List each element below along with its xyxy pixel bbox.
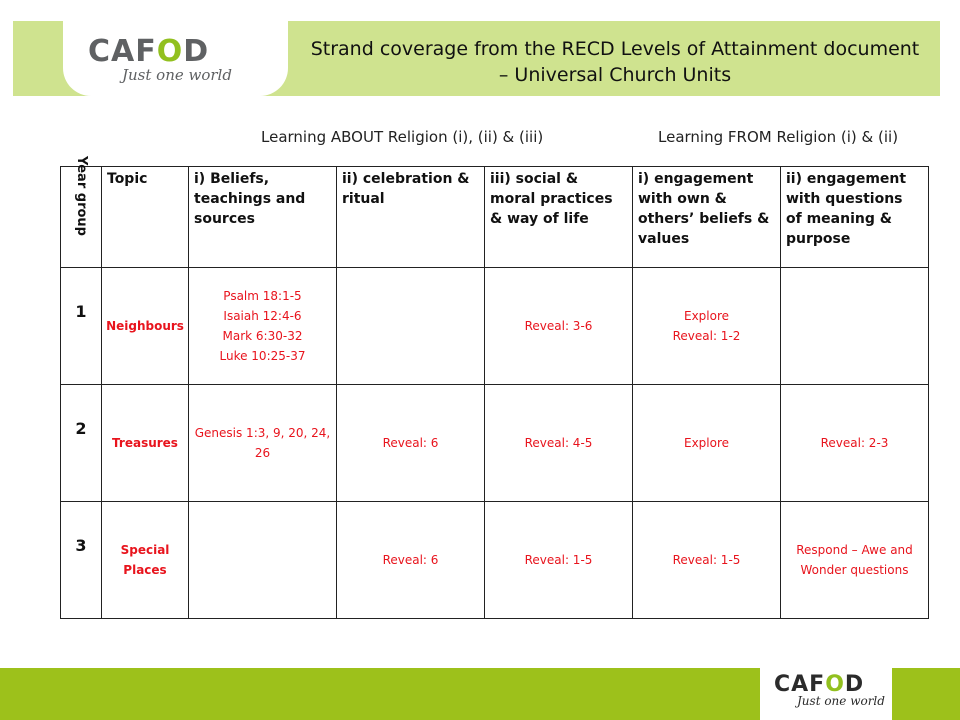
table-row xyxy=(61,502,929,619)
year-group-label: Year group xyxy=(74,156,89,236)
header-year-group xyxy=(61,156,102,268)
beliefs-line: Genesis 1:3, 9, 20, 24, 26 xyxy=(194,426,331,460)
footer-logo-tagline: Just one world xyxy=(797,694,885,708)
topic-line: Treasures xyxy=(112,436,178,450)
header-engagement-questions xyxy=(781,167,929,268)
topic-cell xyxy=(102,385,189,502)
beliefs-line: Isaiah 12:4-6 xyxy=(223,309,302,323)
logo-text-post: D xyxy=(183,34,210,69)
topic-cell xyxy=(102,502,189,619)
social-cell xyxy=(485,385,633,502)
celebration-line: Reveal: 6 xyxy=(382,436,439,450)
engagement-questions-cell xyxy=(781,385,929,502)
cafod-logo xyxy=(88,36,209,68)
beliefs-cell xyxy=(189,502,337,619)
section-label-from: Learning FROM Religion (i) & (ii) xyxy=(658,128,899,146)
logo-tagline: Just one world xyxy=(122,66,232,84)
social-line: Reveal: 4-5 xyxy=(524,436,593,450)
social-line: Reveal: 3-6 xyxy=(524,319,593,333)
header-engagement-own xyxy=(633,167,781,268)
year-cell: 2 xyxy=(61,385,102,502)
page-title-line-2: – Universal Church Units xyxy=(498,64,732,86)
social-cell xyxy=(485,268,633,385)
beliefs-cell xyxy=(189,385,337,502)
beliefs-line: Psalm 18:1-5 xyxy=(223,289,302,303)
logo-text-pre: CAF xyxy=(88,34,157,69)
header-beliefs-label: i) Beliefs, teachings and sources xyxy=(194,171,306,227)
engagement-questions-line: Wonder questions xyxy=(800,563,909,577)
topic-line: Neighbours xyxy=(106,319,184,333)
topic-line: Special xyxy=(120,543,170,557)
year-cell: 3 xyxy=(61,502,102,619)
celebration-cell xyxy=(337,385,485,502)
header-celebration-label: ii) celebration & ritual xyxy=(342,171,470,207)
section-label-about: Learning ABOUT Religion (i), (ii) & (iii) xyxy=(261,128,544,146)
engagement-own-line: Reveal: 1-5 xyxy=(672,553,741,567)
table-row xyxy=(61,385,929,502)
header-social-label: iii) social & moral practices & way of life xyxy=(490,171,613,227)
celebration-cell xyxy=(337,502,485,619)
footer-logo-text-post: D xyxy=(844,672,865,697)
topic-line: Places xyxy=(123,563,167,577)
beliefs-cell xyxy=(189,268,337,385)
table-row xyxy=(61,268,929,385)
logo-text-o: O xyxy=(156,34,184,69)
engagement-own-line: Explore xyxy=(683,436,730,450)
celebration-line: Reveal: 6 xyxy=(382,553,439,567)
header-topic xyxy=(102,167,189,268)
header-social xyxy=(485,167,633,268)
engagement-own-cell xyxy=(633,502,781,619)
footer-logo-text-o: O xyxy=(825,672,845,697)
year-cell: 1 xyxy=(61,268,102,385)
beliefs-line: Luke 10:25-37 xyxy=(219,349,306,363)
engagement-own-cell xyxy=(633,385,781,502)
celebration-cell xyxy=(337,268,485,385)
header-topic-label: Topic xyxy=(107,171,148,187)
engagement-questions-line: Reveal: 2-3 xyxy=(820,436,889,450)
engagement-questions-line: Respond – Awe and xyxy=(796,543,913,557)
header-celebration xyxy=(337,167,485,268)
topic-cell xyxy=(102,268,189,385)
table-header-row xyxy=(61,167,929,268)
engagement-own-line: Explore xyxy=(683,309,730,323)
strand-coverage-table xyxy=(60,156,929,619)
page-title xyxy=(292,36,938,88)
header-engagement-questions-label: ii) engagement with questions of meaning & purpose xyxy=(786,171,907,247)
engagement-own-cell xyxy=(633,268,781,385)
social-line: Reveal: 1-5 xyxy=(524,553,593,567)
header-beliefs xyxy=(189,167,337,268)
beliefs-line: Mark 6:30-32 xyxy=(222,329,303,343)
page-title-line-1: Strand coverage from the RECD Levels of Attainment document xyxy=(310,38,920,60)
header-engagement-own-label: i) engagement with own & others’ beliefs & values xyxy=(638,171,770,247)
engagement-questions-cell xyxy=(781,502,929,619)
social-cell xyxy=(485,502,633,619)
engagement-own-line: Reveal: 1-2 xyxy=(672,329,741,343)
engagement-questions-cell xyxy=(781,268,929,385)
footer-logo-text-pre: CAF xyxy=(774,672,826,697)
